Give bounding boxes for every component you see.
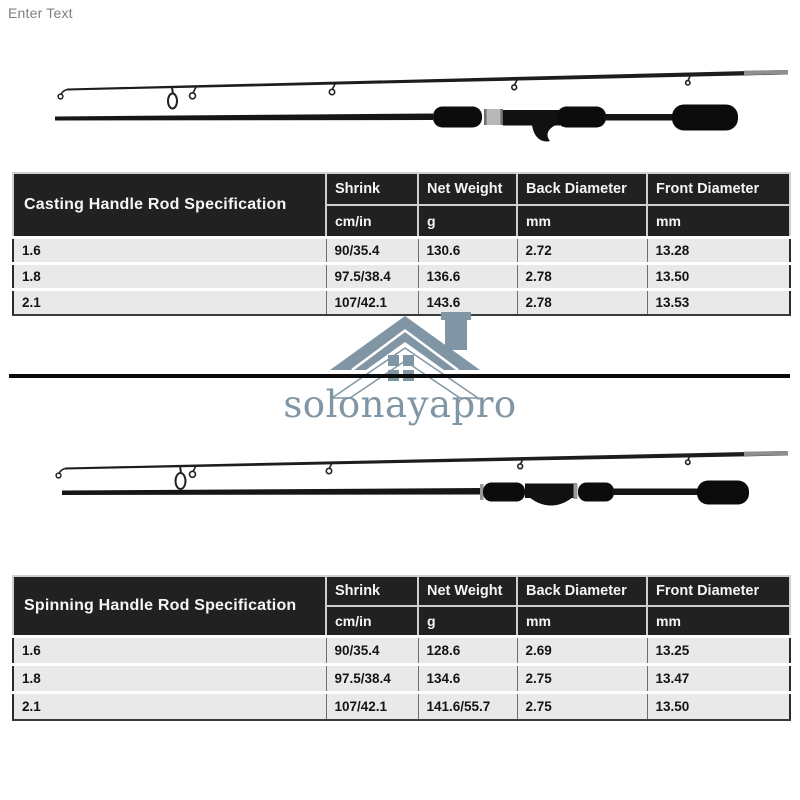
spec-cell: 1.8 [13, 263, 326, 289]
rod-guides [190, 456, 691, 478]
spec-cell: 1.8 [13, 664, 326, 692]
spec-cell: 13.53 [647, 289, 790, 315]
spec-cell: 141.6/55.7 [418, 692, 517, 720]
spec-cell: 1.6 [13, 636, 326, 664]
col-header-back-diameter: Back Diameter [517, 576, 647, 606]
spec-cell: 1.6 [13, 237, 326, 263]
spec-cell: 143.6 [418, 289, 517, 315]
col-unit: mm [517, 205, 647, 237]
foregrip [433, 107, 482, 128]
col-header-shrink: Shrink [326, 576, 418, 606]
col-header-shrink: Shrink [326, 173, 418, 205]
spec-cell: 2.75 [517, 692, 647, 720]
spec-cell: 2.69 [517, 636, 647, 664]
foregrip [483, 483, 525, 502]
spec-cell: 97.5/38.4 [326, 664, 418, 692]
spec-cell: 13.50 [647, 692, 790, 720]
casting-reel-seat [503, 110, 560, 126]
spinning-spec-table [12, 575, 791, 721]
spec-cell: 2.78 [517, 289, 647, 315]
spec-cell: 107/42.1 [326, 692, 418, 720]
col-unit: mm [647, 606, 790, 636]
spec-row [13, 237, 790, 263]
spec-cell: 2.1 [13, 289, 326, 315]
spec-cell: 2.75 [517, 664, 647, 692]
rod-tip-section [67, 70, 788, 91]
spinning-rod-image [0, 438, 800, 558]
spec-cell: 13.25 [647, 636, 790, 664]
col-unit: g [418, 205, 517, 237]
rod-guide-icon [59, 469, 65, 475]
divider-line [9, 374, 790, 378]
spec-cell: 13.47 [647, 664, 790, 692]
rod-butt-section [62, 488, 483, 495]
col-header-front-diameter: Front Diameter [647, 576, 790, 606]
spec-row [13, 289, 790, 315]
spec-cell: 134.6 [418, 664, 517, 692]
spec-cell: 2.72 [517, 237, 647, 263]
reel-seat-ring [484, 109, 503, 125]
col-header-back-diameter: Back Diameter [517, 173, 647, 205]
spec-cell: 2.1 [13, 692, 326, 720]
rod-guide-icon [168, 94, 177, 109]
rod-guide-icon [61, 90, 67, 96]
enter-text-placeholder[interactable]: Enter Text [8, 5, 73, 21]
rod-tip-section [65, 451, 788, 470]
spec-cell: 107/42.1 [326, 289, 418, 315]
col-unit: mm [517, 606, 647, 636]
spec-cell: 97.5/38.4 [326, 263, 418, 289]
butt-grip [697, 481, 749, 505]
col-header-net-weight: Net Weight [418, 576, 517, 606]
trigger-grip [532, 125, 555, 141]
butt-grip [672, 105, 738, 131]
spec-cell: 128.6 [418, 636, 517, 664]
casting-rod-image [0, 50, 800, 170]
spec-cell: 13.50 [647, 263, 790, 289]
spec-row [13, 636, 790, 664]
table-title: Casting Handle Rod Specification [13, 173, 326, 237]
spec-cell: 136.6 [418, 263, 517, 289]
spec-row [13, 692, 790, 720]
col-header-net-weight: Net Weight [418, 173, 517, 205]
brand-name: solonayapro [283, 383, 517, 426]
rod-butt-section [55, 114, 433, 121]
spinning-reel-seat [525, 484, 577, 499]
col-header-front-diameter: Front Diameter [647, 173, 790, 205]
rear-grip [557, 107, 606, 128]
casting-spec-table [12, 172, 791, 316]
table-title: Spinning Handle Rod Specification [13, 576, 326, 636]
reel-seat-hood [527, 495, 575, 506]
col-unit: cm/in [326, 205, 418, 237]
spec-cell: 90/35.4 [326, 237, 418, 263]
rear-grip [578, 483, 614, 502]
spec-cell: 13.28 [647, 237, 790, 263]
spec-row [13, 263, 790, 289]
spec-cell: 2.78 [517, 263, 647, 289]
spec-row [13, 664, 790, 692]
rod-guides [190, 76, 691, 99]
col-unit: cm/in [326, 606, 418, 636]
rod-guide-icon [176, 473, 186, 489]
col-unit: mm [647, 205, 790, 237]
spec-cell: 130.6 [418, 237, 517, 263]
spec-cell: 90/35.4 [326, 636, 418, 664]
col-unit: g [418, 606, 517, 636]
